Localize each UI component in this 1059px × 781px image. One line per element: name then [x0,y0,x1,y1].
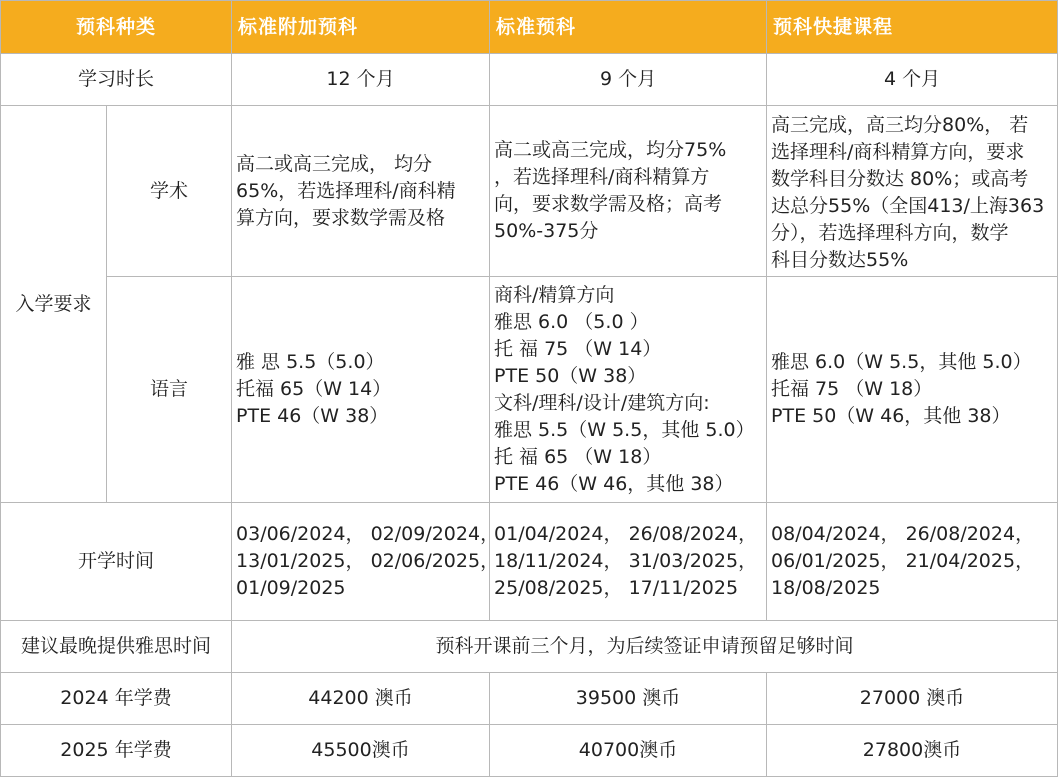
text-line: 高三完成，高三均分80%， 若 [771,114,1029,136]
text-line: 文科/理科/设计/建筑方向: [494,391,710,414]
start-dates-row [1,503,1058,621]
language-req-express [767,277,1058,503]
text-line: 高二或高三完成，均分75% [494,139,727,161]
header-express: 预科快捷课程 [767,1,1058,54]
text-line: 商科/精算方向 [494,283,615,306]
text-line: 18/08/2025 [771,577,881,599]
text-line: 托福 75 （W 18） [771,378,933,400]
start-dates-standard [490,503,767,621]
academic-req-standard-plus [232,106,490,277]
duration-value: 12 个月 [232,54,490,106]
text-line: PTE 50（W 46，其他 38） [771,405,1011,427]
text-line: PTE 46（W 38） [236,405,389,427]
text-line: 13/01/2025， 02/06/2025， [236,550,500,572]
text-line: 算方向，要求数学需及格 [236,206,446,229]
academic-req-express [767,106,1058,277]
text-line: 18/11/2024， 31/03/2025， [494,550,758,572]
text-line: 03/06/2024， 02/09/2024， [236,523,500,545]
text-line: 01/09/2025 [236,577,346,599]
header-standard-plus: 标准附加预科 [232,1,490,54]
duration-value: 9 个月 [490,54,767,106]
fee-value: 27800澳币 [767,725,1058,777]
text-line: 达总分55%（全国413/上海363 [771,195,1045,217]
text-line: 托 福 75 （W 14） [494,337,662,360]
academic-req-standard [490,106,767,277]
header-row [1,1,1058,54]
text-line: 雅思 6.0（W 5.5，其他 5.0） [771,351,1032,373]
start-dates-express [767,503,1058,621]
text-line: 雅思 5.5（W 5.5，其他 5.0） [494,418,755,441]
text-line: 高二或高三完成， 均分 [236,152,433,175]
fee-value: 40700澳币 [490,725,767,777]
text-line: 托福 65（W 14） [236,378,392,400]
text-line: 数学科目分数达 80%；或高考 [771,168,1029,190]
text-line: ，若选择理科/商科精算方 [494,166,710,188]
text-line: 向，要求数学需及格；高考 [494,193,723,215]
text-line: 雅 思 5.5（5.0） [236,351,385,373]
start-dates-standard-plus [232,503,500,621]
text-line: 01/04/2024， 26/08/2024， [494,523,758,545]
start-dates-label: 开学时间 [1,503,232,621]
text-line: PTE 46（W 46，其他 38） [494,472,734,495]
fee-value: 27000 澳币 [767,673,1058,725]
academic-row [1,106,1058,277]
language-req-standard [490,277,767,503]
text-line: 科目分数达55% [771,249,909,271]
text-line: PTE 50（W 38） [494,364,647,387]
language-row [1,277,1058,503]
text-line: 雅思 6.0 （5.0 ） [494,310,649,333]
text-line: 50%-375分 [494,220,599,242]
language-req-standard-plus [232,277,490,503]
text-line: 65%，若选择理科/商科精 [236,179,456,202]
language-label: 语言 [107,277,232,503]
duration-label: 学习时长 [1,54,232,106]
ielts-deadline-row [1,621,1058,673]
duration-value: 4 个月 [767,54,1058,106]
fee-value: 44200 澳币 [232,673,490,725]
fee-2025-label: 2025 年学费 [1,725,232,777]
text-line: 06/01/2025， 21/04/2025， [771,550,1035,572]
fee-2024-row [1,673,1058,725]
ielts-deadline-value: 预科开课前三个月，为后续签证申请预留足够时间 [232,621,1058,673]
duration-row [1,54,1058,106]
fee-value: 45500澳币 [232,725,490,777]
header-course-type: 预科种类 [1,1,232,54]
fee-2025-row [1,725,1058,777]
fee-value: 39500 澳币 [490,673,767,725]
admission-label: 入学要求 [1,106,107,503]
header-standard: 标准预科 [490,1,767,54]
text-line: 25/08/2025， 17/11/2025 [494,577,739,599]
fee-2024-label: 2024 年学费 [1,673,232,725]
text-line: 分），若选择理科方向，数学 [771,222,1009,244]
text-line: 托 福 65 （W 18） [494,445,662,468]
text-line: 08/04/2024， 26/08/2024， [771,523,1035,545]
text-line: 选择理科/商科精算方向，要求 [771,141,1025,163]
academic-label: 学术 [107,106,232,277]
ielts-deadline-label: 建议最晚提供雅思时间 [1,621,232,673]
